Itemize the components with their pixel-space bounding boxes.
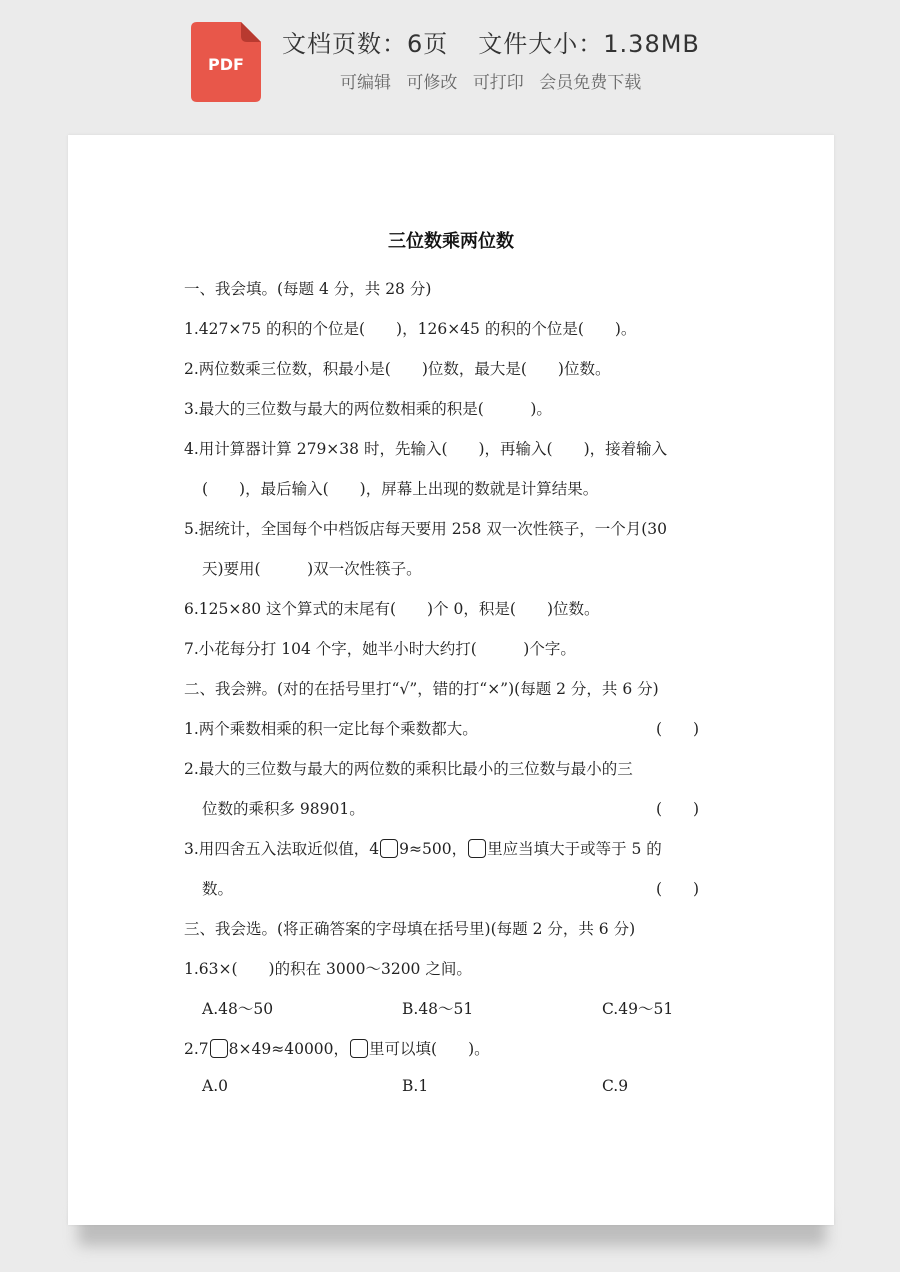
blank-box (210, 1039, 228, 1058)
feature-member-download: 会员免费下载 (539, 73, 642, 93)
s3-question-2 (184, 1037, 490, 1059)
s3-q1-option-a: A.48～50 (202, 1000, 274, 1018)
s2-question-3-line1 (184, 837, 662, 859)
feature-modifiable: 可修改 (406, 73, 458, 93)
s1-question-4-line1: 4.用计算器计算 279×38 时，先输入( )，再输入( )，接着输入 (184, 440, 668, 458)
s2-question-2-line1: 2.最大的三位数与最大的两位数的乘积比最小的三位数与最小的三 (184, 760, 633, 778)
section2-heading: 二、我会辨。(对的在括号里打“√”，错的打“×”)(每题 2 分，共 6 分) (184, 680, 659, 698)
s1-question-1: 1.427×75 的积的个位是( )，126×45 的积的个位是( )。 (184, 320, 637, 338)
s1-question-5-line1: 5.据统计，全国每个中档饭店每天要用 258 双一次性筷子，一个月(30 (184, 520, 667, 538)
s2-q1-answer-paren: ( ) (656, 720, 700, 738)
blank-box (350, 1039, 368, 1058)
s3-q2-option-c: C.9 (602, 1077, 629, 1095)
s2-q3-text-b: 9≈500， (399, 840, 468, 858)
page-count: 文档页数：6页 (282, 30, 449, 58)
s1-question-3: 3.最大的三位数与最大的两位数相乘的积是( )。 (184, 400, 552, 418)
s3-q1-option-b: B.48～51 (402, 1000, 474, 1018)
s2-q3-text-a: 3.用四舍五入法取近似值，4 (184, 840, 380, 858)
pdf-file-icon (191, 22, 261, 102)
s2-question-2-line2: 位数的乘积多 98901。 (202, 800, 365, 818)
s2-q3-answer-paren: ( ) (656, 880, 700, 898)
s1-question-7: 7.小花每分打 104 个字，她半小时大约打( )个字。 (184, 640, 576, 658)
feature-editable: 可编辑 (340, 73, 391, 93)
blank-box (468, 839, 486, 858)
document-title: 三位数乘两位数 (388, 231, 514, 252)
s3-q2-option-a: A.0 (202, 1077, 228, 1095)
document-info-header (0, 0, 900, 120)
file-size: 文件大小：1.38MB (478, 30, 700, 58)
blank-box (380, 839, 398, 858)
s1-question-5-line2: 天)要用( )双一次性筷子。 (202, 560, 422, 578)
s3-q2-text-a: 2.7 (184, 1040, 209, 1058)
s3-question-1: 1.63×( )的积在 3000～3200 之间。 (184, 960, 472, 978)
feature-list (340, 68, 651, 93)
s2-q2-answer-paren: ( ) (656, 800, 700, 818)
s3-q1-option-c: C.49～51 (602, 1000, 674, 1018)
s1-question-2: 2.两位数乘三位数，积最小是( )位数，最大是( )位数。 (184, 360, 611, 378)
pdf-icon-label: PDF (208, 55, 244, 74)
file-meta-line (282, 24, 700, 59)
section1-heading: 一、我会填。(每题 4 分，共 28 分) (184, 280, 432, 298)
s2-question-3-line2: 数。 (202, 880, 234, 898)
s1-question-6: 6.125×80 这个算式的末尾有( )个 0，积是( )位数。 (184, 600, 600, 618)
s2-q3-text-c: 里应当填大于或等于 5 的 (487, 840, 662, 858)
feature-printable: 可打印 (472, 73, 524, 93)
s3-q2-text-c: 里可以填( )。 (369, 1040, 490, 1058)
s1-question-4-line2: ( )，最后输入( )，屏幕上出现的数就是计算结果。 (202, 480, 599, 498)
section3-heading: 三、我会选。(将正确答案的字母填在括号里)(每题 2 分，共 6 分) (184, 920, 636, 938)
s2-question-1: 1.两个乘数相乘的积一定比每个乘数都大。 (184, 720, 478, 738)
document-page (68, 135, 834, 1225)
s3-q2-option-b: B.1 (402, 1077, 429, 1095)
s3-q2-text-b: 8×49≈40000， (228, 1040, 350, 1058)
